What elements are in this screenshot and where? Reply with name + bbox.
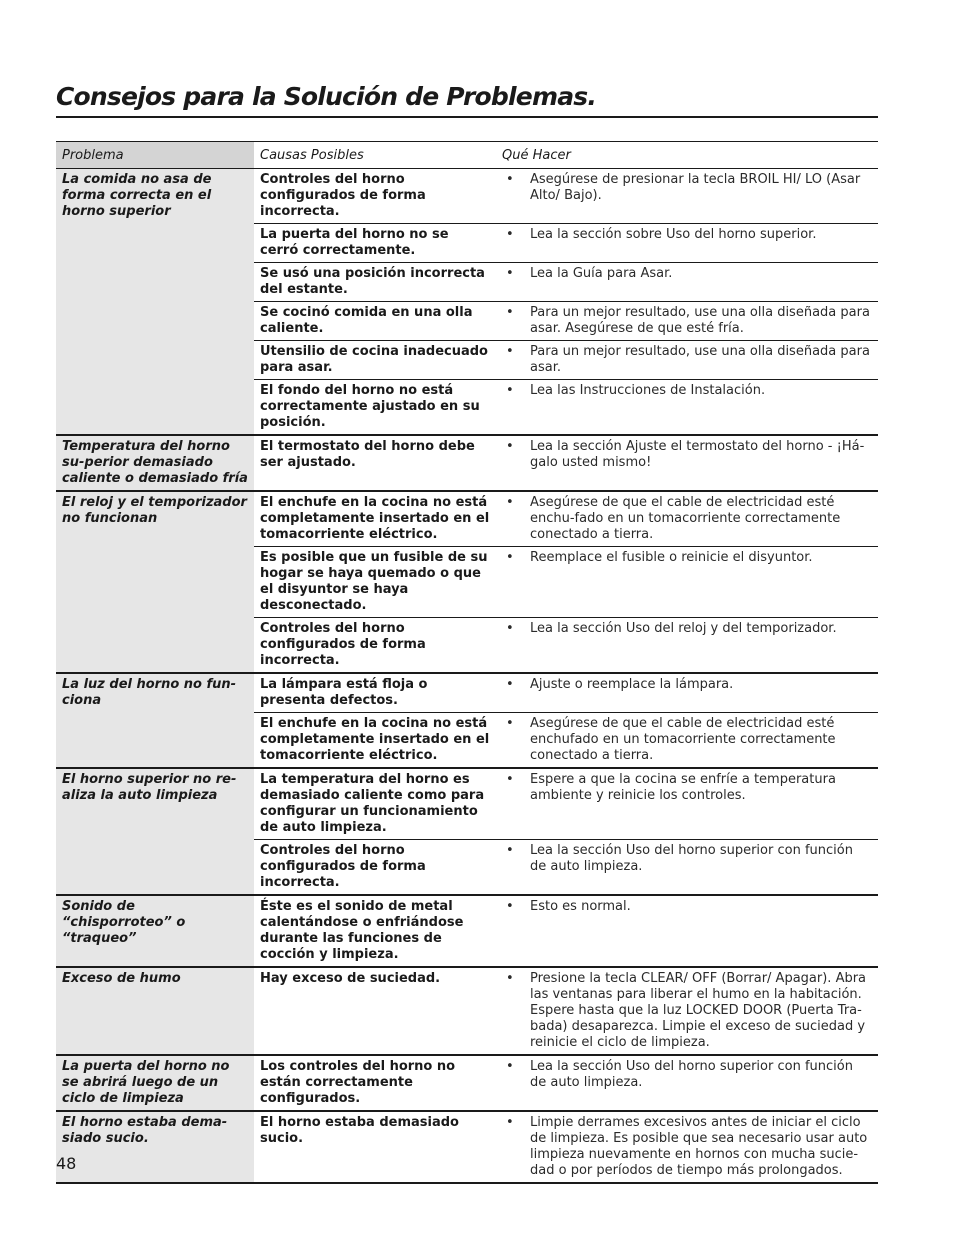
table-row xyxy=(56,673,878,713)
bullet-icon: • xyxy=(506,550,514,565)
fix-text: Presione la tecla CLEAR/ OFF (Borrar/ Apagar). Abra las ventanas para liberar el humo en la habitación. Espere hasta que la luz LOCKED DOOR (Puerta Tra-bada) desaparezca. Limpie el exceso de suciedad y reinicie el ciclo de limpieza. xyxy=(530,971,867,1050)
fix-cell xyxy=(496,618,878,674)
fix-cell xyxy=(496,673,878,713)
bullet-icon: • xyxy=(506,716,514,731)
bullet-icon: • xyxy=(506,1115,514,1130)
fix-cell xyxy=(496,169,878,224)
fix-text: Lea la sección Uso del horno superior con función de auto limpieza. xyxy=(530,843,853,874)
problem-cell: La puerta del horno no se abrirá luego de un ciclo de limpieza xyxy=(56,1055,254,1111)
fix-text: Asegúrese de que el cable de electricidad esté enchu-fado en un tomacorriente correctamente conectado a tierra. xyxy=(530,495,841,542)
page-title: Consejos para la Solución de Problemas. xyxy=(56,82,597,111)
fix-text: Limpie derrames excesivos antes de iniciar el ciclo de limpieza. Es posible que sea necesario usar auto limpieza nuevamente en hornos con mucha sucie-dad o por períodos de tiempo más prolongados. xyxy=(530,1115,868,1178)
fix-cell xyxy=(496,380,878,436)
cause-cell: Es posible que un fusible de su hogar se haya quemado o que el disyuntor se haya desconectado. xyxy=(254,547,496,618)
fix-text: Esto es normal. xyxy=(530,899,631,914)
problem-cell: Temperatura del horno su-perior demasiado caliente o demasiado fría xyxy=(56,435,254,491)
problem-cell: El horno estaba dema-siado sucio. xyxy=(56,1111,254,1183)
table-row xyxy=(56,768,878,840)
problem-cell: Sonido de “chisporroteo” o “traqueo” xyxy=(56,895,254,967)
fix-cell xyxy=(496,768,878,840)
cause-cell: Se usó una posición incorrecta del estante. xyxy=(254,263,496,302)
bullet-icon: • xyxy=(506,305,514,320)
fix-text: Lea la sección Uso del horno superior con función de auto limpieza. xyxy=(530,1059,853,1090)
cause-cell: Controles del horno configurados de forma incorrecta. xyxy=(254,840,496,896)
table-body xyxy=(56,169,878,1184)
cause-cell: Se cocinó comida en una olla caliente. xyxy=(254,302,496,341)
fix-cell xyxy=(496,224,878,263)
cause-cell: Éste es el sonido de metal calentándose o enfriándose durante las funciones de cocción y limpieza. xyxy=(254,895,496,967)
fix-cell xyxy=(496,967,878,1055)
table-row xyxy=(56,169,878,224)
fix-text: Asegúrese de presionar la tecla BROIL HI/ LO (Asar Alto/ Bajo). xyxy=(530,172,861,203)
bullet-icon: • xyxy=(506,971,514,986)
fix-cell xyxy=(496,713,878,769)
bullet-icon: • xyxy=(506,677,514,692)
fix-text: Espere a que la cocina se enfríe a temperatura ambiente y reinicie los controles. xyxy=(530,772,836,803)
fix-cell xyxy=(496,491,878,547)
problem-cell: La luz del horno no fun-ciona xyxy=(56,673,254,768)
fix-text: Lea la sección Ajuste el termostato del horno - ¡Há-galo usted mismo! xyxy=(530,439,865,470)
table-row xyxy=(56,1111,878,1183)
problem-cell: Exceso de humo xyxy=(56,967,254,1055)
cause-cell: Los controles del horno no están correctamente configurados. xyxy=(254,1055,496,1111)
cause-cell: Utensilio de cocina inadecuado para asar. xyxy=(254,341,496,380)
fix-text: Lea las Instrucciones de Instalación. xyxy=(530,383,766,398)
cause-cell: Controles del horno configurados de forma incorrecta. xyxy=(254,618,496,674)
cause-cell: El enchufe en la cocina no está completamente insertado en el tomacorriente eléctrico. xyxy=(254,713,496,769)
cause-cell: El horno estaba demasiado sucio. xyxy=(254,1111,496,1183)
fix-text: Lea la sección Uso del reloj y del temporizador. xyxy=(530,621,837,636)
bullet-icon: • xyxy=(506,621,514,636)
cause-cell: La lámpara está floja o presenta defectos. xyxy=(254,673,496,713)
fix-cell xyxy=(496,1111,878,1183)
table-row xyxy=(56,435,878,491)
bullet-icon: • xyxy=(506,843,514,858)
fix-cell xyxy=(496,302,878,341)
page-number: 48 xyxy=(56,1154,77,1173)
fix-text: Lea la Guía para Asar. xyxy=(530,266,673,281)
bullet-icon: • xyxy=(506,1059,514,1074)
problem-cell: La comida no asa de forma correcta en el horno superior xyxy=(56,169,254,436)
fix-cell xyxy=(496,1055,878,1111)
table-row xyxy=(56,1055,878,1111)
cause-cell: El fondo del horno no está correctamente ajustado en su posición. xyxy=(254,380,496,436)
table-header-row xyxy=(56,142,878,169)
fix-text: Para un mejor resultado, use una olla diseñada para asar. Asegúrese de que esté fría. xyxy=(530,305,870,336)
bullet-icon: • xyxy=(506,172,514,187)
fix-cell xyxy=(496,435,878,491)
table-row xyxy=(56,491,878,547)
fix-cell xyxy=(496,840,878,896)
bullet-icon: • xyxy=(506,439,514,454)
fix-text: Para un mejor resultado, use una olla diseñada para asar. xyxy=(530,344,870,375)
title-rule xyxy=(56,116,878,118)
fix-cell xyxy=(496,341,878,380)
bullet-icon: • xyxy=(506,266,514,281)
cause-cell: La puerta del horno no se cerró correctamente. xyxy=(254,224,496,263)
cause-cell: Hay exceso de suciedad. xyxy=(254,967,496,1055)
troubleshooting-table xyxy=(56,141,878,1184)
header-problem: Problema xyxy=(56,142,254,169)
cause-cell: La temperatura del horno es demasiado caliente como para configurar un funcionamiento de auto limpieza. xyxy=(254,768,496,840)
fix-cell xyxy=(496,895,878,967)
fix-cell xyxy=(496,547,878,618)
header-causes: Causas Posibles xyxy=(254,142,496,169)
header-fix: Qué Hacer xyxy=(496,142,878,169)
cause-cell: El termostato del horno debe ser ajustado. xyxy=(254,435,496,491)
cause-cell: Controles del horno configurados de forma incorrecta. xyxy=(254,169,496,224)
fix-text: Reemplace el fusible o reinicie el disyuntor. xyxy=(530,550,813,565)
fix-text: Lea la sección sobre Uso del horno superior. xyxy=(530,227,817,242)
bullet-icon: • xyxy=(506,495,514,510)
fix-text: Asegúrese de que el cable de electricidad esté enchufado en un tomacorriente correctamente conectado a tierra. xyxy=(530,716,836,763)
cause-cell: El enchufe en la cocina no está completamente insertado en el tomacorriente eléctrico. xyxy=(254,491,496,547)
table-row xyxy=(56,895,878,967)
fix-text: Ajuste o reemplace la lámpara. xyxy=(530,677,734,692)
bullet-icon: • xyxy=(506,772,514,787)
bullet-icon: • xyxy=(506,899,514,914)
problem-cell: El reloj y el temporizador no funcionan xyxy=(56,491,254,673)
table-row xyxy=(56,967,878,1055)
bullet-icon: • xyxy=(506,344,514,359)
bullet-icon: • xyxy=(506,383,514,398)
fix-cell xyxy=(496,263,878,302)
problem-cell: El horno superior no re-aliza la auto limpieza xyxy=(56,768,254,895)
bullet-icon: • xyxy=(506,227,514,242)
